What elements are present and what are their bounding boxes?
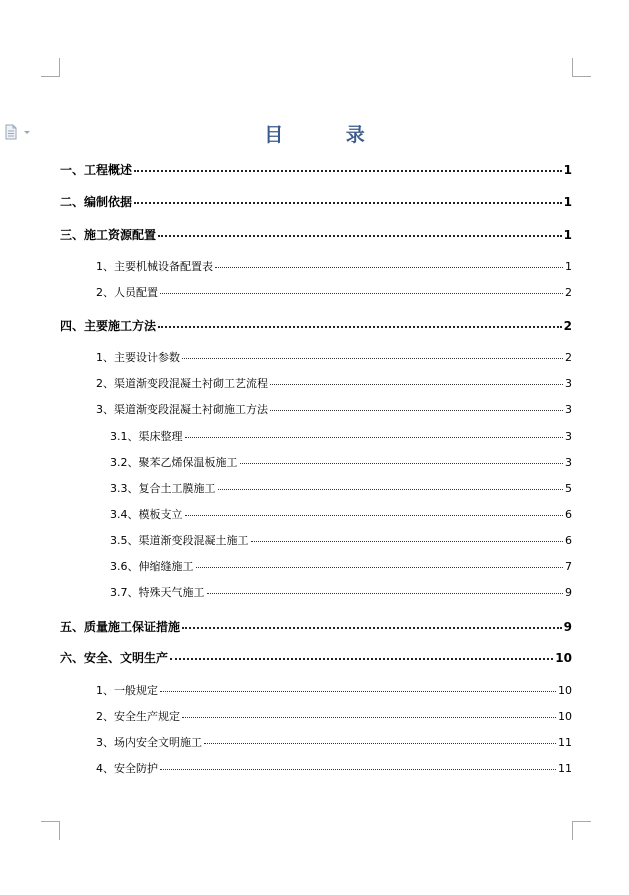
toc-entry[interactable]: [110, 507, 572, 523]
toc-entry[interactable]: [96, 761, 572, 777]
toc-dot-leader: [134, 170, 562, 172]
toc-entry-label: 3、渠道渐变段混凝土衬砌施工方法: [96, 403, 268, 416]
toc-entry[interactable]: [110, 481, 572, 497]
toc-entry-page-number: 1: [565, 260, 572, 273]
toc-entry-label: 4、安全防护: [96, 762, 158, 775]
toc-entry-label: 二、编制依据: [60, 195, 133, 209]
toc-entry-label: 3、场内安全文明施工: [96, 736, 202, 749]
toc-entry-label: 一、工程概述: [60, 163, 133, 177]
toc-entry-page-number: 11: [558, 736, 572, 749]
toc-dot-leader: [218, 489, 564, 490]
toc-entry[interactable]: [60, 318, 572, 334]
toc-entry[interactable]: [96, 709, 572, 725]
toc-entry[interactable]: [96, 376, 572, 392]
toc-dot-leader: [182, 717, 556, 718]
toc-entry-label: 3.2、聚苯乙烯保温板施工: [110, 456, 238, 469]
toc-dot-leader: [158, 235, 562, 237]
toc-entry-page-number: 3: [565, 456, 572, 469]
toc-dot-leader: [185, 437, 564, 438]
toc-dot-leader: [185, 515, 564, 516]
toc-dot-leader: [207, 593, 564, 594]
toc-entry[interactable]: [96, 402, 572, 418]
toc-entry-label: 3.5、渠道渐变段混凝土施工: [110, 534, 249, 547]
toc-dot-leader: [251, 541, 564, 542]
toc-dot-leader: [182, 627, 562, 629]
toc-dot-leader: [134, 202, 562, 204]
toc-entry-page-number: 6: [565, 534, 572, 547]
toc-entry-page-number: 10: [558, 684, 572, 697]
toc-entry-page-number: 10: [555, 651, 572, 665]
toc-entry-label: 1、主要机械设备配置表: [96, 260, 213, 273]
toc-entry-label: 3.7、特殊天气施工: [110, 586, 205, 599]
toc-entry[interactable]: [110, 533, 572, 549]
toc-entry-page-number: 1: [563, 163, 572, 177]
toc-entry-label: 3.1、渠床整理: [110, 430, 183, 443]
page-title: 目 录: [264, 124, 393, 146]
toc-entry[interactable]: [110, 455, 572, 471]
toc-entry-page-number: 5: [565, 482, 572, 495]
toc-entry-label: 四、主要施工方法: [60, 319, 157, 333]
toc-entry[interactable]: [110, 559, 572, 575]
toc-entry[interactable]: [60, 650, 572, 666]
toc-entry-label: 3.4、模板支立: [110, 508, 183, 521]
toc-entry-label: 六、安全、文明生产: [60, 651, 169, 665]
toc-dot-leader: [160, 769, 556, 770]
toc-entry-page-number: 2: [565, 351, 572, 364]
toc-dot-leader: [270, 384, 563, 385]
toc-entry-page-number: 11: [558, 762, 572, 775]
toc-entry-page-number: 2: [565, 286, 572, 299]
toc-entry-page-number: 3: [565, 430, 572, 443]
toc-entry-page-number: 1: [563, 228, 572, 242]
toc-entry[interactable]: [96, 259, 572, 275]
toc-entry-label: 1、主要设计参数: [96, 351, 180, 364]
toc-entry-page-number: 6: [565, 508, 572, 521]
toc-dot-leader: [196, 567, 564, 568]
toc-dot-leader: [160, 293, 563, 294]
toc-entry-page-number: 3: [565, 377, 572, 390]
toc-dot-leader: [270, 410, 563, 411]
toc-entry-label: 三、施工资源配置: [60, 228, 157, 242]
toc-entry-page-number: 9: [565, 586, 572, 599]
toc-entry[interactable]: [96, 735, 572, 751]
toc-dot-leader: [170, 658, 553, 660]
toc-entry-page-number: 9: [563, 620, 572, 634]
toc-dot-leader: [240, 463, 564, 464]
toc-entry[interactable]: [96, 683, 572, 699]
toc-entry-label: 3.3、复合土工膜施工: [110, 482, 216, 495]
toc-dot-leader: [158, 326, 562, 328]
toc-dot-leader: [215, 267, 563, 268]
toc-entry[interactable]: [110, 585, 572, 601]
toc-entry[interactable]: [96, 285, 572, 301]
toc-entry[interactable]: [60, 162, 572, 178]
toc-entry-label: 五、质量施工保证措施: [60, 620, 181, 634]
toc-entry[interactable]: [60, 227, 572, 243]
toc-entry-label: 2、安全生产规定: [96, 710, 180, 723]
toc-entry[interactable]: [60, 194, 572, 210]
toc-entry[interactable]: [96, 350, 572, 366]
toc-entry-label: 2、人员配置: [96, 286, 158, 299]
toc-entry[interactable]: [60, 619, 572, 635]
toc-entry-label: 2、渠道渐变段混凝土衬砌工艺流程: [96, 377, 268, 390]
toc-entry-page-number: 2: [563, 319, 572, 333]
toc-entry-page-number: 7: [565, 560, 572, 573]
toc-entry-page-number: 1: [563, 195, 572, 209]
toc-entry-page-number: 3: [565, 403, 572, 416]
toc-entry-page-number: 10: [558, 710, 572, 723]
toc-dot-leader: [160, 691, 556, 692]
toc-entry[interactable]: [110, 429, 572, 445]
toc-dot-leader: [204, 743, 556, 744]
toc-entry-label: 3.6、伸缩缝施工: [110, 560, 194, 573]
toc-entry-label: 1、一般规定: [96, 684, 158, 697]
toc-dot-leader: [182, 358, 563, 359]
